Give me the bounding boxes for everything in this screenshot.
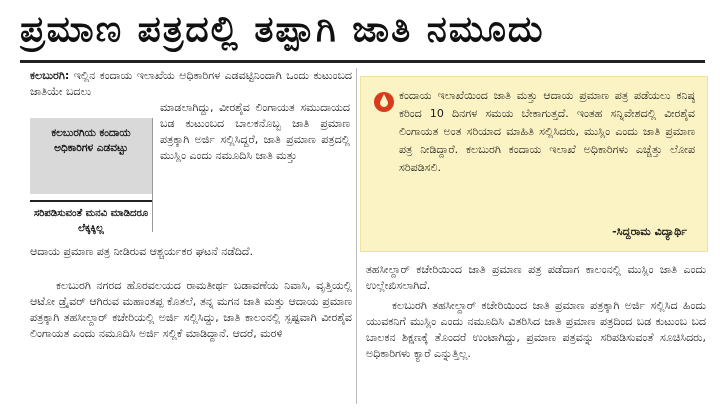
article-intro xyxy=(30,68,352,100)
article-narrow-text: ಮಾಡಲಾಗಿದ್ದು, ವೀರಶೈವ ಲಿಂಗಾಯತ ಸಮುದಾಯದ ಬಡ ಕುಟುಂಬದ ಬಾಲಕನೊಬ್ಬ ಜಾತಿ ಪ್ರಮಾಣ ಪತ್ರಕ್ಕಾಗಿ ಅರ್ಜಿ ಸಲ್ಲಿಸಿದ್ದರೆ, ಜಾತಿ ಪ್ರಮಾಣ ಪತ್ರದಲ್ಲಿ ಮುಸ್ಲಿಂ ಎಂದು ನಮೂದಿಸಿ ಜಾತಿ ಮತ್ತು xyxy=(160,101,350,162)
article-paragraph-2: ಕಲಬುರಗಿ ನಗರದ ಹೊರವಲಯದ ರಾಮತೀರ್ಥ ಬಡಾವಣೆಯ ನಿವಾಸಿ, ವೃತ್ತಿಯಲ್ಲಿ ಆಟೋ ಡ್ರೈವರ್ ಆಗಿರುವ ಮಹಾಂತಪ್ಪ ಕೊತಲೆ, ತನ್ನ ಮಗನ ಜಾತಿ ಮತ್ತು ಆದಾಯ ಪ್ರಮಾಣ ಪತ್ರಕ್ಕಾಗಿ ತಹಸೀಲ್ದಾರ್ ಕಚೇರಿಯಲ್ಲಿ ಅರ್ಜಿ ಸಲ್ಲಿಸಿದ್ದು, ಜಾತಿ ಕಾಲಂನಲ್ಲಿ ಸ್ಪಷ್ಟವಾಗಿ ವೀರಶೈವ ಲಿಂಗಾಯತ ಎಂದು ನಮೂದಿಸಿ ಅರ್ಜಿ ಸಲ್ಲಿಕೆ ಮಾಡಿದ್ದಾನೆ. ಆದರೆ, ಮರಳಿ xyxy=(30,279,352,340)
quote-signature: -ಸಿದ್ದರಾಮ ವಿದ್ಯಾರ್ಥಿ xyxy=(612,225,687,238)
sidebar-pullout xyxy=(30,118,153,232)
column-2-paragraph-1: ತಹಸೀಲ್ದಾರ್ ಕಚೇರಿಯಿಂದ ಜಾತಿ ಪ್ರಮಾಣ ಪತ್ರ ಪಡೆದಾಗ ಕಾಲಂನಲ್ಲಿ ಮುಸ್ಲಿಂ ಜಾತಿ ಎಂದು ಉಲ್ಲೇಖಿಸಲಾಗಿದೆ. xyxy=(366,263,706,292)
quote-box xyxy=(360,76,708,252)
sidebar-rule xyxy=(30,200,152,202)
sidebar-highlight: ಕಲಬುರಗಿಯ ಕಂದಾಯ ಅಧಿಕಾರಿಗಳ ಎಡವಟ್ಟು xyxy=(30,118,152,194)
column-divider xyxy=(356,68,357,404)
headline-rule xyxy=(20,60,705,63)
column-2-paragraph-2: ಕಲಬುರಗಿ ತಹಸೀಲ್ದಾರ್ ಕಚೇರಿಯಿಂದ ಜಾತಿ ಪ್ರಮಾಣ ಪತ್ರಕ್ಕಾಗಿ ಅರ್ಜಿ ಸಲ್ಲಿಸಿದ ಹಿಂದು ಯುವಕನಿಗೆ ಮುಸ್ಲಿಂ ಎಂದು ನಮೂದಿಸಿ ವಿತರಿಸಿದ ಜಾತಿ ಪ್ರಮಾಣ ಪತ್ರದಿಂದ ಬಡ ಕುಟುಂಬ ಬದ ಬಾಲಕನ ಶಿಕ್ಷಣಕ್ಕೆ ತೊಂದರೆ ಉಂಟಾಗಿದ್ದು, ಪ್ರಮಾಣ ಪತ್ರವನ್ನು ಸರಿಪಡಿಸುವಂತೆ ಸೂಚಿಸಿದರು, ಅಧಿಕಾರಿಗಳು ಕ್ಯಾರೆ ಎನ್ನುತ್ತಿಲ್ಲ. xyxy=(366,299,706,360)
quote-text: ಕಂದಾಯ ಇಲಾಖೆಯಿಂದ ಜಾತಿ ಮತ್ತು ಆದಾಯ ಪ್ರಮಾಣ ಪತ್ರ ಪಡೆಯಲು ಕನಿಷ್ಠ ಕರಿಂದ 10 ದಿನಗಳ ಸಮಯ ಬೇಕಾಗುತ್ತದೆ. ಇಂತಹ ಸನ್ನಿವೇಶದಲ್ಲಿ ವೀರಶೈವ ಲಿಂಗಾಯತ ಅಂತ ಸರಿಯಾದ ಮಾಹಿತಿ ಸಲ್ಲಿಸಿದರು, ಮುಸ್ಲಿಂ ಎಂದು ಜಾತಿ ಪ್ರಮಾಣ ಪತ್ರ ನೀಡಿದ್ದಾರೆ. ಕಲಬುರಗಿ ಕಂದಾಯ ಇಲಾಖೆ ಅಧಿಕಾರಿಗಳು ಎಚ್ಚೆತ್ತು ಲೋಪ ಸರಿಪಡಿಸಲಿ. xyxy=(399,89,695,174)
column-2 xyxy=(366,262,706,366)
article-continued: ಆದಾಯ ಪ್ರಮಾಣ ಪತ್ರ ನೀಡಿರುವ ಆಶ್ಚರ್ಯಕರ ಘಟನೆ ನಡೆದಿದೆ. xyxy=(30,245,253,258)
intro-text: ಇಲ್ಲಿನ ಕಂದಾಯ ಇಲಾಖೆಯ ಅಧಿಕಾರಿಗಳ ಎಡವಟ್ಟಿನಿಂದಾಗಿ ಒಂದು ಕುಟುಂಬದ ಜಾತಿಯೇ ಬದಲು xyxy=(30,69,353,98)
quote-drop-icon xyxy=(373,91,395,113)
sidebar-subhead: ಸರಿಪಡಿಸುವಂತೆ ಮನವಿ ಮಾಡಿದರೂ ಲೆಕ್ಕಕ್ಕಿಲ್ಲ xyxy=(33,208,149,234)
dateline: ಕಲಬುರಗಿ: xyxy=(30,69,70,82)
headline: ಪ್ರಮಾಣ ಪತ್ರದಲ್ಲಿ ತಪ್ಪಾಗಿ ಜಾತಿ ನಮೂದು xyxy=(20,9,545,50)
